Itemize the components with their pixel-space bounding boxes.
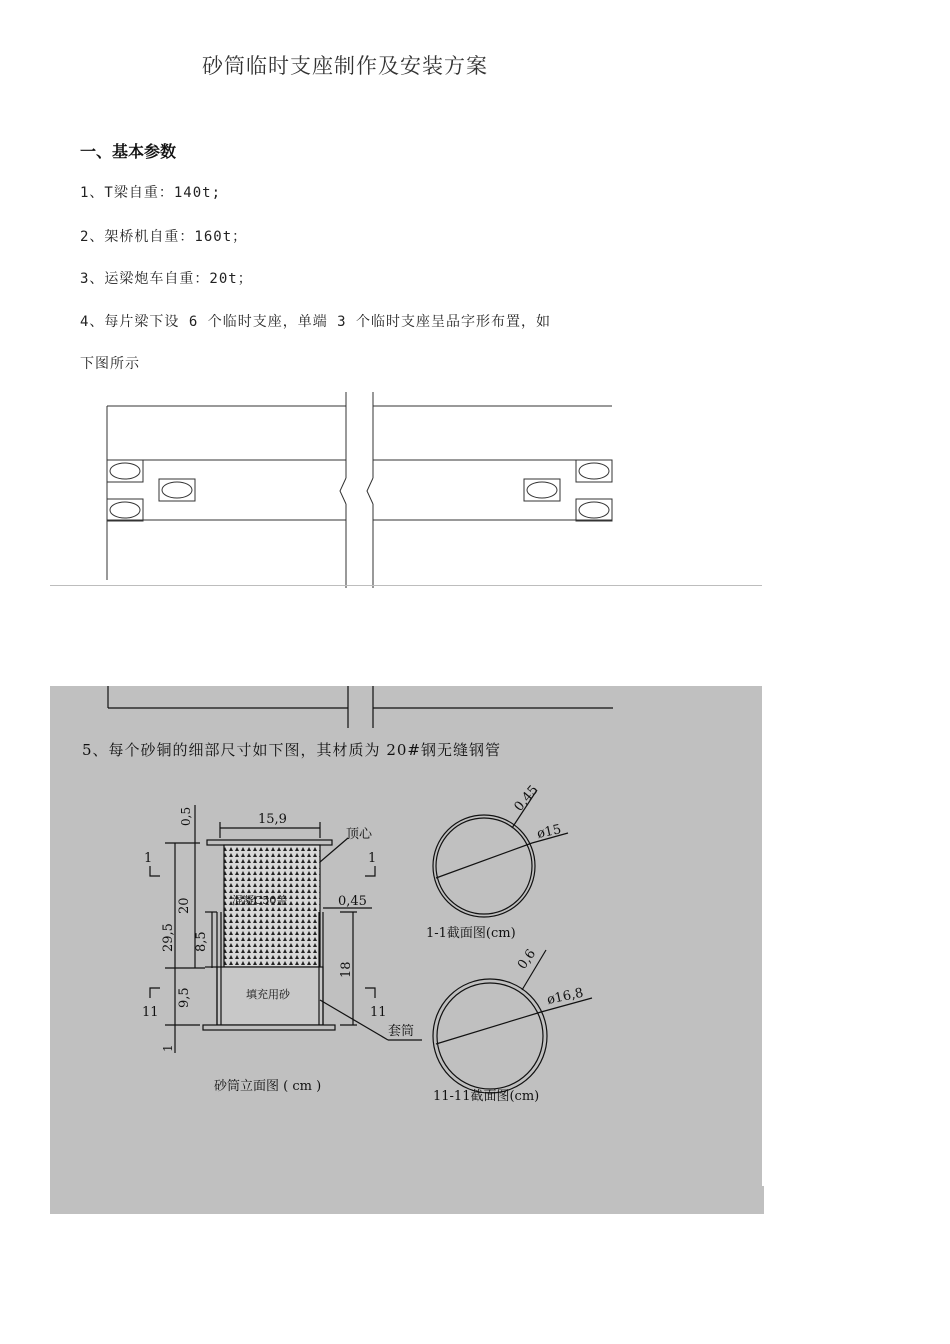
svg-text:20: 20 [177, 897, 192, 914]
dim-15-9: 15,9 [258, 812, 287, 827]
svg-text:0,6: 0,6 [514, 946, 540, 973]
param-item-4-cont: 下图所示 [80, 356, 140, 372]
section-1-1-outer [433, 815, 535, 917]
param-item-5: 5、每个砂铜的细部尺寸如下图，其材质为 20#钢无缝钢管 [82, 741, 501, 759]
svg-text:0,5: 0,5 [179, 806, 193, 826]
svg-text:1: 1 [161, 1044, 175, 1052]
svg-text:ø16,8: ø16,8 [545, 985, 585, 1008]
svg-text:11: 11 [142, 1005, 159, 1020]
svg-text:0,45: 0,45 [338, 894, 367, 909]
param-item-2: 2、架桥机自重：160t； [80, 229, 248, 245]
svg-text:ø15: ø15 [535, 822, 563, 842]
section-heading-basic-params: 一、基本参数 [80, 142, 177, 161]
svg-text:0,45: 0,45 [511, 782, 542, 815]
svg-text:9,5: 9,5 [177, 987, 192, 1008]
caption-section-11-11: 11-11截面图(cm) [433, 1089, 540, 1104]
svg-text:8,5: 8,5 [194, 931, 209, 952]
document-title: 砂筒临时支座制作及安装方案 [202, 54, 488, 78]
svg-text:1: 1 [368, 851, 377, 866]
svg-text:1: 1 [144, 851, 153, 866]
label-sleeve: 套筒 [388, 1024, 415, 1039]
label-concrete: 混凝C50盖 [232, 894, 288, 907]
param-item-4: 4、每片梁下设 6 个临时支座，单端 3 个临时支座呈品字形布置，如 [80, 314, 551, 330]
label-fill-sand: 填充用砂 [246, 988, 290, 1001]
svg-text:11: 11 [370, 1005, 387, 1020]
section-11-11-outer [433, 979, 547, 1093]
param-item-1: 1、T梁自重：140t; [80, 185, 222, 201]
param-item-3: 3、运梁炮车自重：20t； [80, 271, 253, 287]
caption-elevation: 砂筒立面图 ( cm ) [214, 1079, 322, 1094]
svg-text:29,5: 29,5 [161, 923, 176, 952]
label-top-core: 顶心 [346, 827, 373, 842]
svg-text:18: 18 [339, 961, 354, 978]
caption-section-1-1: 1-1截面图(cm) [426, 926, 516, 941]
